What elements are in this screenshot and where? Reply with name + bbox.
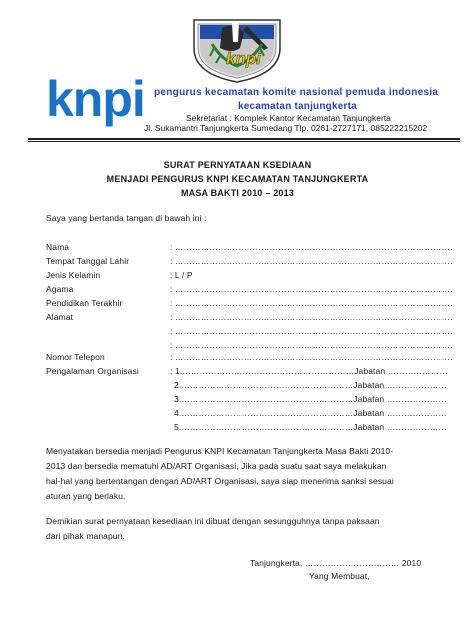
field-value-pengalaman-5: 5.……………………………………………………Jabatan ………………… [174, 422, 447, 432]
field-value-pengalaman-4: 4.……………………………………………………Jabatan ………………… [174, 408, 447, 418]
closing-line2: dari pihak manapun. [46, 531, 125, 541]
field-label-jenis-kelamin: Jenis Kelamin [46, 270, 101, 280]
document-title-line3: MASA BAKTI 2010 – 2013 [180, 188, 295, 198]
closing-line1: Demikian surat pernyataan kesediaan ini dibuat dengan sesungguhnya tanpa paksaan [46, 516, 380, 526]
org-name-line1: pengurus kecamatan komite nasional pemuda indonesia [154, 87, 439, 98]
statement-line2: 2013 dan bersedia mematuhi AD/ART Organisasi, Jika pada suatu saat saya melakukan [46, 461, 387, 471]
field-label-agama: Agama [46, 284, 74, 294]
field-value-agama: : ……………………………………………………………………………………. [170, 284, 453, 294]
field-label-pengalaman: Pengalaman Organisasi [46, 366, 139, 376]
org-name-line2: kecamatan tanjungkerta [238, 101, 357, 112]
statement-line4: aturan yang berlaku. [46, 491, 126, 501]
place-date: Tanjungkerta, …………………………… 2010 [250, 558, 422, 568]
brand-logo-text: knpi [46, 71, 145, 127]
field-label-alamat: Alamat [46, 312, 74, 322]
statement-paragraph [46, 444, 460, 504]
field-label-pendidikan: Pendidikan Terakhir [46, 298, 123, 308]
field-value-pendidikan: : ……………………………………………………………………………………. [170, 298, 453, 308]
document-title-line1: SURAT PERNYATAAN KSEDIAAN [163, 160, 312, 170]
statement-line3: hal-hal yang bertentangan dengan AD/ART Organisasi, saya siap menerima sanksi sesuai [46, 476, 394, 486]
document-title-line2: MENJADI PENGURUS KNPI KECAMATAN TANJUNGKERTA [106, 174, 369, 184]
field-value-pengalaman-2: 2.……………………………………………………Jabatan ………………… [174, 380, 447, 390]
field-label-telepon: Nomor Telepon [46, 352, 105, 362]
field-label-ttl: Tempat Tanggal Lahir [46, 256, 130, 266]
closing-paragraph [46, 514, 460, 544]
field-value-pengalaman-3: 3.……………………………………………………Jabatan ………………… [174, 394, 447, 404]
field-value-jenis-kelamin: : L / P [170, 270, 193, 280]
field-value-ttl: : ……………………………………………………………………………………. [170, 256, 453, 266]
intro-text: Saya yang bertanda tangan di bawah ini : [46, 213, 207, 223]
header-divider-thick [28, 138, 460, 140]
signer-label: Yang Membuat, [309, 571, 370, 581]
emblem-text: knpi [226, 49, 261, 68]
secretariat-text: Sekretariat : Komplek Kantor Kecamatan Tanjungkerta [186, 113, 391, 123]
header-divider-thin [28, 141, 460, 142]
knpi-emblem-logo [192, 18, 282, 84]
field-value-alamat-3: : ……………………………………………………………………………………. [170, 340, 453, 350]
statement-line1: Menyatakan bersedia menjadi Pengurus KNPI Kecamatan Tanjungkerta Masa Bakti 2010- [46, 446, 394, 456]
field-value-alamat-1: : ……………………………………………………………………………………. [170, 312, 453, 322]
field-value-pengalaman-1: : 1.……………………………………………………Jabatan ………………… [170, 366, 448, 376]
field-value-telepon: : ……………………………………………………………………………………. [170, 352, 453, 362]
field-label-nama: Nama [46, 242, 70, 252]
field-value-alamat-2: : ……………………………………………………………………………………. [170, 326, 453, 336]
address-text: Jl. Sukamantri Tanjungkerta Sumedang Tlp. 0261-2727171, 085222215202 [144, 123, 428, 133]
field-value-nama: : ……………………………………………………………………………………. [170, 242, 453, 252]
